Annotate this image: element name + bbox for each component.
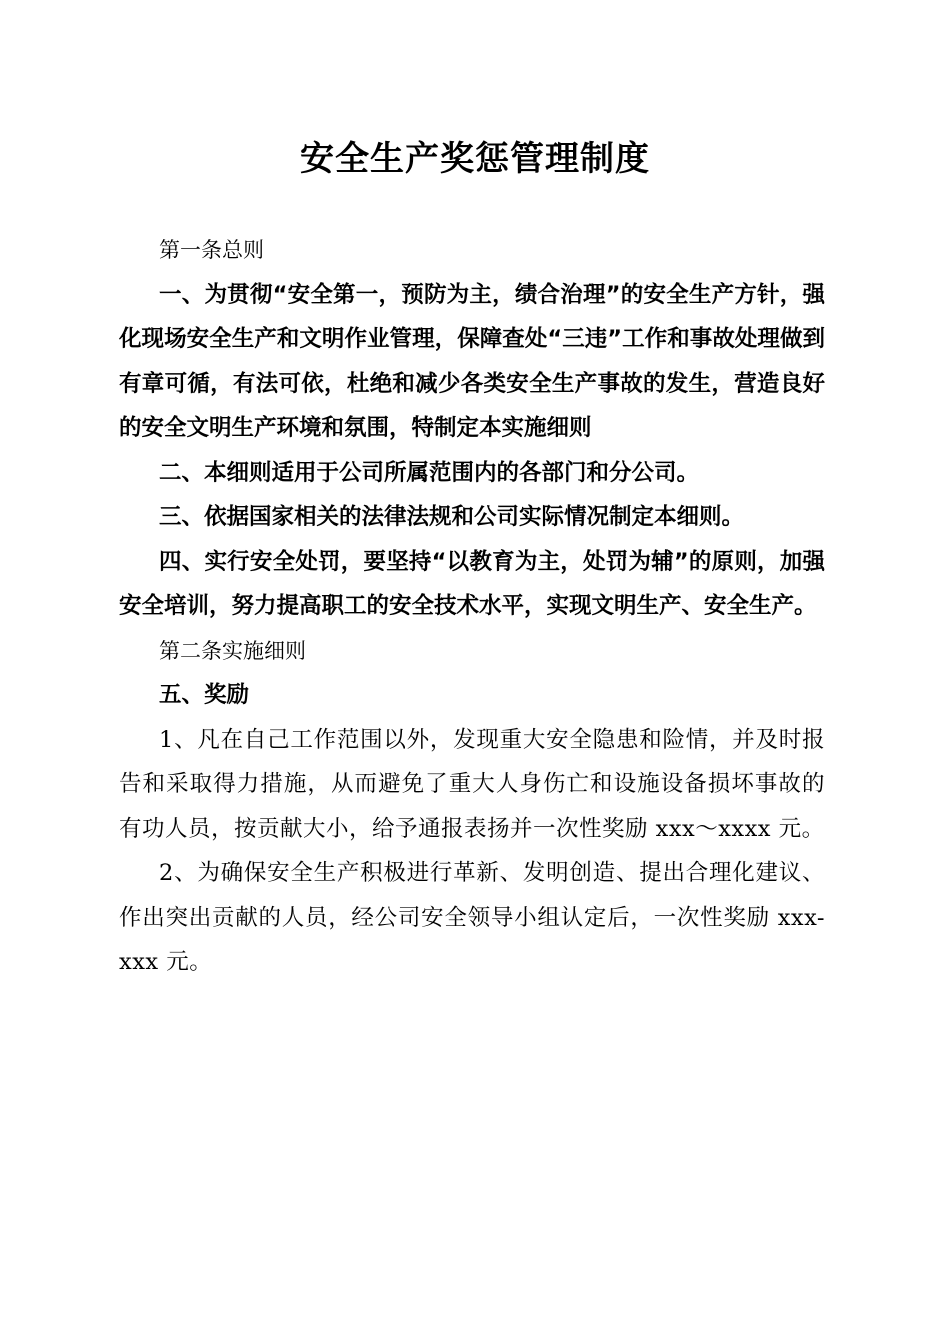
document-title: 安全生产奖惩管理制度 (300, 139, 650, 179)
reward-item-1: 1、凡在自己工作范围以外，发现重大安全隐患和险情，并及时报告和采取得力措施，从而避免了重大人身伤亡和设施设备损坏事故的有功人员，按贡献大小，给予通报表扬并一次性奖励 xxx～xxxx 元。 (119, 726, 825, 842)
paragraph-basis: 三、依据国家相关的法律法规和公司实际情况制定本细则。 (159, 504, 745, 530)
reward-item-2: 2、为确保安全生产积极进行革新、发明创造、提出合理化建议、作出突出贡献的人员，经公司安全领导小组认定后，一次性奖励 xxx-xxx 元。 (119, 860, 825, 975)
section-heading-general: 第一条总则 (159, 238, 264, 262)
paragraph-scope: 二、本细则适用于公司所属范围内的各部门和分公司。 (159, 459, 700, 486)
document-body (119, 228, 825, 985)
paragraph-principle: 四、实行安全处罚，要坚持“以教育为主，处罚为辅”的原则，加强安全培训，努力提高职工的安全技术水平，实现文明生产、安全生产。 (119, 548, 825, 619)
section-heading-rules: 第二条实施细则 (159, 638, 306, 663)
paragraph-rewards-heading: 五、奖励 (159, 682, 250, 708)
paragraph-purpose: 一、为贯彻“安全第一，预防为主，绩合治理”的安全生产方针，强化现场安全生产和文明作业管理，保障查处“三违”工作和事故处理做到有章可循，有法可依，杜绝和减少各类安全生产事故的发生，营造良好的安全文明生产环境和氛围，特制定本实施细则 (119, 281, 825, 441)
